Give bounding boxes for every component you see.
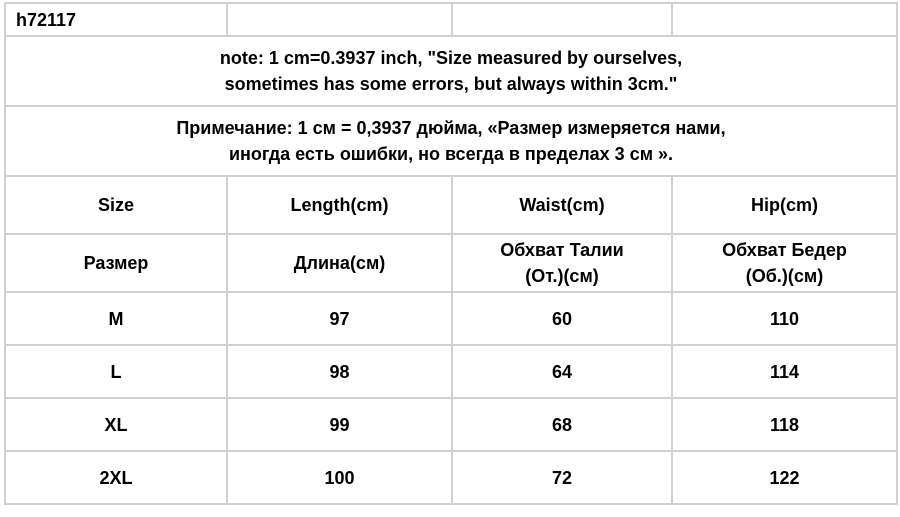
note-ru-row — [5, 106, 897, 176]
hip-cell: 118 — [672, 398, 897, 451]
empty-cell — [672, 3, 897, 36]
waist-cell: 72 — [452, 451, 672, 504]
length-cell: 97 — [227, 292, 452, 345]
waist-cell: 60 — [452, 292, 672, 345]
header-hip-ru — [672, 234, 897, 292]
note-ru-line2: иногда есть ошибки, но всегда в пределах 3 см ». — [228, 144, 674, 164]
header-row-ru — [5, 234, 897, 292]
waist-cell: 68 — [452, 398, 672, 451]
size-cell: M — [5, 292, 227, 345]
hip-cell: 110 — [672, 292, 897, 345]
note-en-line1: note: 1 cm=0.3937 inch, "Size measured by ourselves, — [219, 48, 683, 68]
header-size: Size — [5, 176, 227, 234]
size-cell: L — [5, 345, 227, 398]
empty-cell — [452, 3, 672, 36]
header-row-en — [5, 176, 897, 234]
header-waist-ru-line2: (От.)(см) — [525, 266, 599, 286]
product-code: h72117 — [5, 3, 227, 36]
hip-cell: 122 — [672, 451, 897, 504]
header-hip: Hip(cm) — [672, 176, 897, 234]
header-length: Length(cm) — [227, 176, 452, 234]
size-cell: XL — [5, 398, 227, 451]
header-hip-ru-line2: (Об.)(см) — [745, 266, 824, 286]
header-size-ru: Размер — [5, 234, 227, 292]
header-hip-ru-line1: Обхват Бедер — [722, 240, 847, 260]
hip-cell: 114 — [672, 345, 897, 398]
length-cell: 98 — [227, 345, 452, 398]
header-waist: Waist(cm) — [452, 176, 672, 234]
note-ru-line1: Примечание: 1 см = 0,3937 дюйма, «Размер измеряется нами, — [176, 118, 726, 138]
size-cell: 2XL — [5, 451, 227, 504]
header-waist-ru-line1: Обхват Талии — [500, 240, 624, 260]
note-en-row — [5, 36, 897, 106]
header-length-ru: Длина(см) — [227, 234, 452, 292]
header-waist-ru — [452, 234, 672, 292]
size-chart — [4, 2, 896, 516]
table-row — [5, 398, 897, 451]
empty-cell — [227, 3, 452, 36]
waist-cell: 64 — [452, 345, 672, 398]
table-row — [5, 451, 897, 504]
length-cell: 99 — [227, 398, 452, 451]
note-en — [5, 36, 897, 106]
product-code-row — [5, 3, 897, 36]
note-ru — [5, 106, 897, 176]
table-row — [5, 345, 897, 398]
length-cell: 100 — [227, 451, 452, 504]
note-en-line2: sometimes has some errors, but always within 3cm." — [224, 74, 678, 94]
table-row — [5, 292, 897, 345]
size-table — [4, 2, 898, 505]
